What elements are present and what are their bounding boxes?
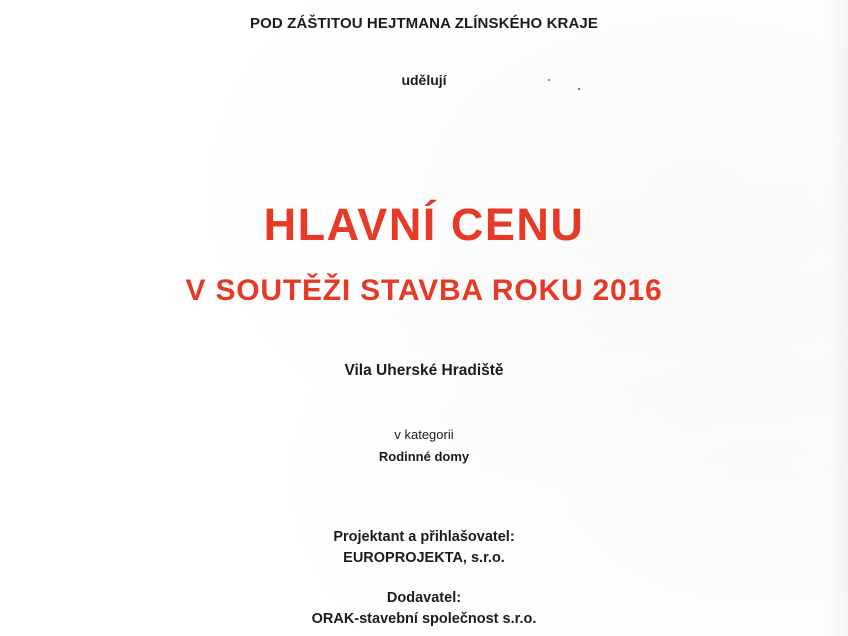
supplier-label: Dodavatel: bbox=[386, 590, 462, 606]
award-subtitle: V SOUTĚŽI STAVBA ROKU 2016 bbox=[185, 274, 663, 307]
category-label: v kategorii bbox=[394, 427, 454, 442]
supplier-value: ORAK-stavební společnost s.r.o. bbox=[311, 611, 537, 627]
patron-heading: POD ZÁŠTITOU HEJTMANA ZLÍNSKÉHO KRAJE bbox=[250, 15, 598, 32]
category-value: Rodinné domy bbox=[378, 449, 470, 464]
scan-speck bbox=[548, 79, 550, 81]
designer-label: Projektant a přihlašovatel: bbox=[333, 529, 515, 545]
designer-value: EUROPROJEKTA, s.r.o. bbox=[343, 550, 505, 566]
scan-speck bbox=[578, 88, 580, 90]
building-name: Vila Uherské Hradiště bbox=[344, 362, 504, 379]
award-title: HLAVNÍ CENU bbox=[263, 199, 585, 250]
award-verb: udělují bbox=[401, 72, 447, 88]
